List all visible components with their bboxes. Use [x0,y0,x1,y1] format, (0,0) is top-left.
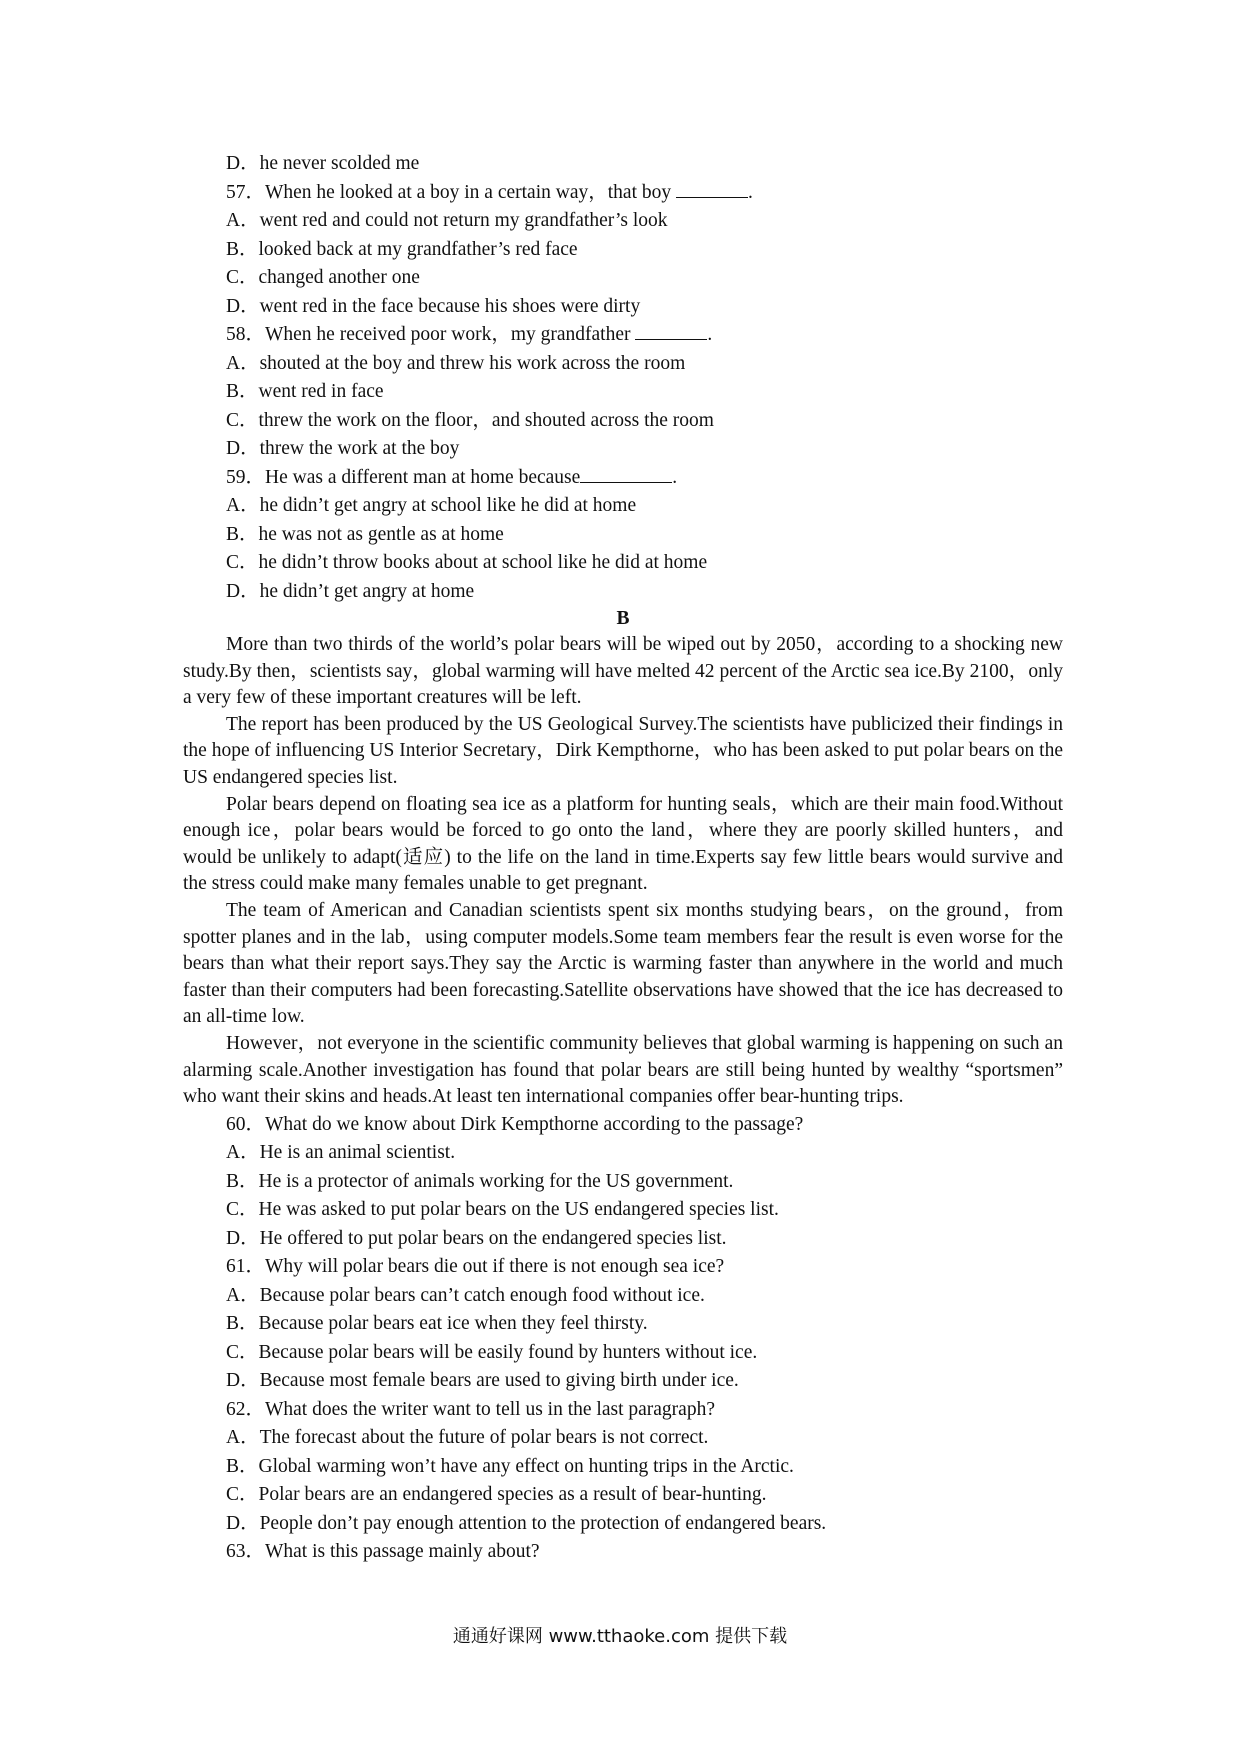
passage-paragraph-5: However，not everyone in the scientific community believes that global warming is happening on such an alarming scale.Another investigation has found that polar bears are still being hunted by wealthy “sportsmen” who want their skins and heads.At least ten international companies offer bear-hunting trips. [183,1032,1063,1108]
q60-option-a: A．He is an animal scientist. [226,1142,456,1164]
q58-option-c: C．threw the work on the floor，and shouted across the room [226,409,714,431]
q59-option-d: D．he didn’t get angry at home [226,580,475,602]
passage-paragraph-2: The report has been produced by the US Geological Survey.The scientists have publicized their findings in the hope of influencing US Interior Secretary，Dirk Kempthorne，who has been asked to put polar bears on the US endangered species list. [183,713,1063,788]
passage-paragraph-1: More than two thirds of the world’s polar bears will be wiped out by 2050，according to a shocking new study.By then，scientists say，global warming will have melted 42 percent of the Arctic sea ice.By 2100，only a very few of these important creatures will be left. [183,634,1063,709]
q62-option-d: D．People don’t pay enough attention to the protection of endangered bears. [226,1512,827,1534]
q61-option-b: B．Because polar bears eat ice when they feel thirsty. [226,1313,648,1335]
q58-answer-blank [635,321,707,340]
q61-stem: 61．Why will polar bears die out if there is not enough sea ice? [226,1256,725,1278]
q59-option-b: B．he was not as gentle as at home [226,523,504,545]
q58-stem [183,321,1063,350]
q61-option-a: A．Because polar bears can’t catch enough food without ice. [226,1284,705,1306]
q59-stem-end: . [672,466,678,488]
q58-option-b: B．went red in face [226,381,384,402]
q62-stem: 62．What does the writer want to tell us in the last paragraph? [226,1398,715,1420]
q62-option-c: C．Polar bears are an endangered species as a result of bear-hunting. [226,1484,767,1506]
q57-stem-text: 57．When he looked at a boy in a certain way，that boy [226,181,676,203]
q57-stem [183,179,1063,208]
q57-stem-end: . [748,181,753,203]
document-page [183,150,1063,1567]
q57-option-c: C．changed another one [226,267,420,288]
section-b-title: B [616,608,630,629]
q57-option-b: B．looked back at my grandfather’s red face [226,238,578,260]
q57-option-d: D．went red in the face because his shoes were dirty [226,295,641,317]
q61-option-c: C．Because polar bears will be easily found by hunters without ice. [226,1341,758,1363]
q58-option-a: A．shouted at the boy and threw his work across the room [226,352,686,374]
page-footer: 通通好课网 www.tthaoke.com 提供下载 [452,1626,788,1647]
q61-option-d: D．Because most female bears are used to giving birth under ice. [226,1370,739,1392]
q56-option-d: D．he never scolded me [226,153,420,174]
q59-answer-blank [580,464,672,483]
q59-option-c: C．he didn’t throw books about at school like he did at home [226,552,708,573]
q59-stem [183,464,1063,493]
q59-option-a: A．he didn’t get angry at school like he did at home [226,495,637,516]
passage-paragraph-3: Polar bears depend on floating sea ice as a platform for hunting seals，which are their main food.Without enough ice，polar bears would be forced to go onto the land，where they are poorly skilled hunters，and would be unlikely to adapt(适应) to the life on the land in time.Experts say few little bears would survive and the stress could make many females unable to get pregnant. [183,793,1063,895]
q62-option-b: B．Global warming won’t have any effect on hunting trips in the Arctic. [226,1455,794,1477]
passage-paragraph-4: The team of American and Canadian scientists spent six months studying bears，on the ground，from spotter planes and in the lab，using computer models.Some team members fear the result is even worse for the bears than what their report says.They say the Arctic is warming faster than anywhere in the world and much faster than their computers had been forecasting.Satellite observations have showed that the ice has decreased to an all-time low. [183,899,1063,1028]
q60-option-c: C．He was asked to put polar bears on the US endangered species list. [226,1199,779,1221]
q59-stem-text: 59．He was a different man at home because [226,466,581,488]
q58-option-d: D．threw the work at the boy [226,438,460,459]
q60-option-d: D．He offered to put polar bears on the endangered species list. [226,1227,727,1249]
q60-option-b: B．He is a protector of animals working for the US government. [226,1170,734,1192]
q57-answer-blank [676,179,748,198]
q62-option-a: A．The forecast about the future of polar bears is not correct. [226,1427,709,1449]
q57-option-a: A．went red and could not return my grandfather’s look [226,210,668,231]
q58-stem-end: . [707,324,713,345]
q63-stem: 63．What is this passage mainly about? [226,1541,540,1563]
q60-stem: 60．What do we know about Dirk Kempthorne according to the passage? [226,1113,804,1135]
q58-stem-text: 58．When he received poor work，my grandfather [226,324,636,345]
